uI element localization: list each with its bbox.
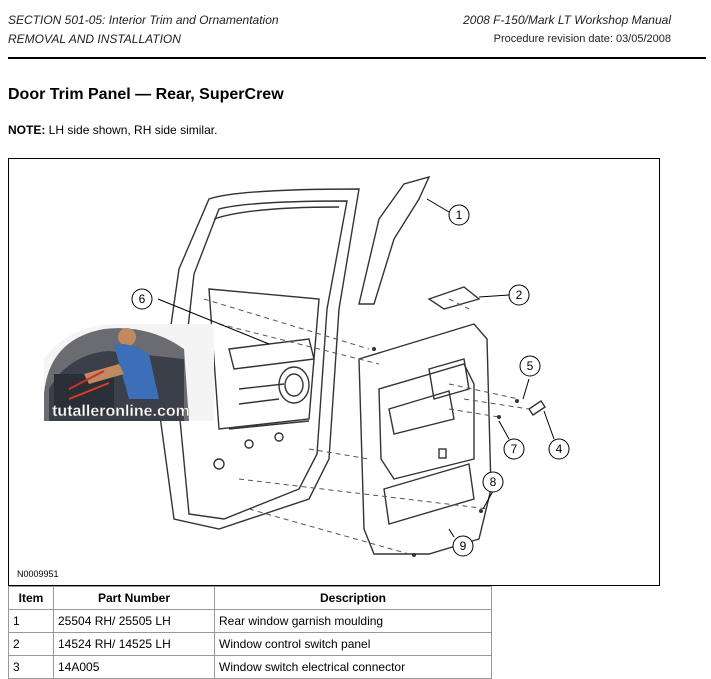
cell-description: Window switch electrical connector	[215, 656, 492, 679]
manual-title: 2008 F-150/Mark LT Workshop Manual	[463, 13, 671, 27]
callout-7	[504, 439, 524, 459]
col-part-number: Part Number	[54, 587, 215, 610]
cell-part-number: 25504 RH/ 25505 LH	[54, 610, 215, 633]
parts-table	[8, 586, 492, 679]
callout-5-label: 5	[526, 359, 534, 373]
note-label: NOTE:	[8, 123, 46, 137]
callout-4	[549, 439, 569, 459]
callout-8-label: 8	[489, 475, 497, 489]
callout-1	[449, 205, 469, 225]
cell-part-number: 14A005	[54, 656, 215, 679]
table-row	[9, 633, 492, 656]
cell-part-number: 14524 RH/ 14525 LH	[54, 633, 215, 656]
note-text: LH side shown, RH side similar.	[45, 123, 218, 137]
cell-item: 3	[9, 656, 54, 679]
subsection-title: REMOVAL AND INSTALLATION	[8, 32, 181, 46]
col-item: Item	[9, 587, 54, 610]
callout-9	[453, 536, 473, 556]
cell-description: Rear window garnish moulding	[215, 610, 492, 633]
col-description: Description	[215, 587, 492, 610]
callout-2-label: 2	[515, 288, 523, 302]
door-illustration	[9, 159, 659, 585]
callout-4-label: 4	[555, 442, 563, 456]
callout-7-label: 7	[510, 442, 518, 456]
page-header	[8, 10, 671, 56]
revision-date: Procedure revision date: 03/05/2008	[493, 33, 671, 45]
cell-item: 2	[9, 633, 54, 656]
exploded-diagram	[8, 158, 660, 586]
watermark-text: tutalleronline.com	[52, 403, 190, 420]
callout-9-label: 9	[459, 539, 467, 553]
page-title: Door Trim Panel — Rear, SuperCrew	[8, 86, 284, 103]
cell-description: Window control switch panel	[215, 633, 492, 656]
callout-6	[132, 289, 152, 309]
cell-item: 1	[9, 610, 54, 633]
table-row	[9, 610, 492, 633]
callout-2	[509, 285, 529, 305]
callout-8	[483, 472, 503, 492]
figure-id: N0009951	[17, 569, 59, 579]
header-divider	[8, 57, 706, 59]
callout-1-label: 1	[455, 208, 463, 222]
table-row	[9, 656, 492, 679]
callout-6-label: 6	[138, 292, 146, 306]
section-title: SECTION 501-05: Interior Trim and Ornamentation	[8, 13, 279, 27]
table-header-row	[9, 587, 492, 610]
callout-5	[520, 356, 540, 376]
note	[8, 123, 217, 137]
